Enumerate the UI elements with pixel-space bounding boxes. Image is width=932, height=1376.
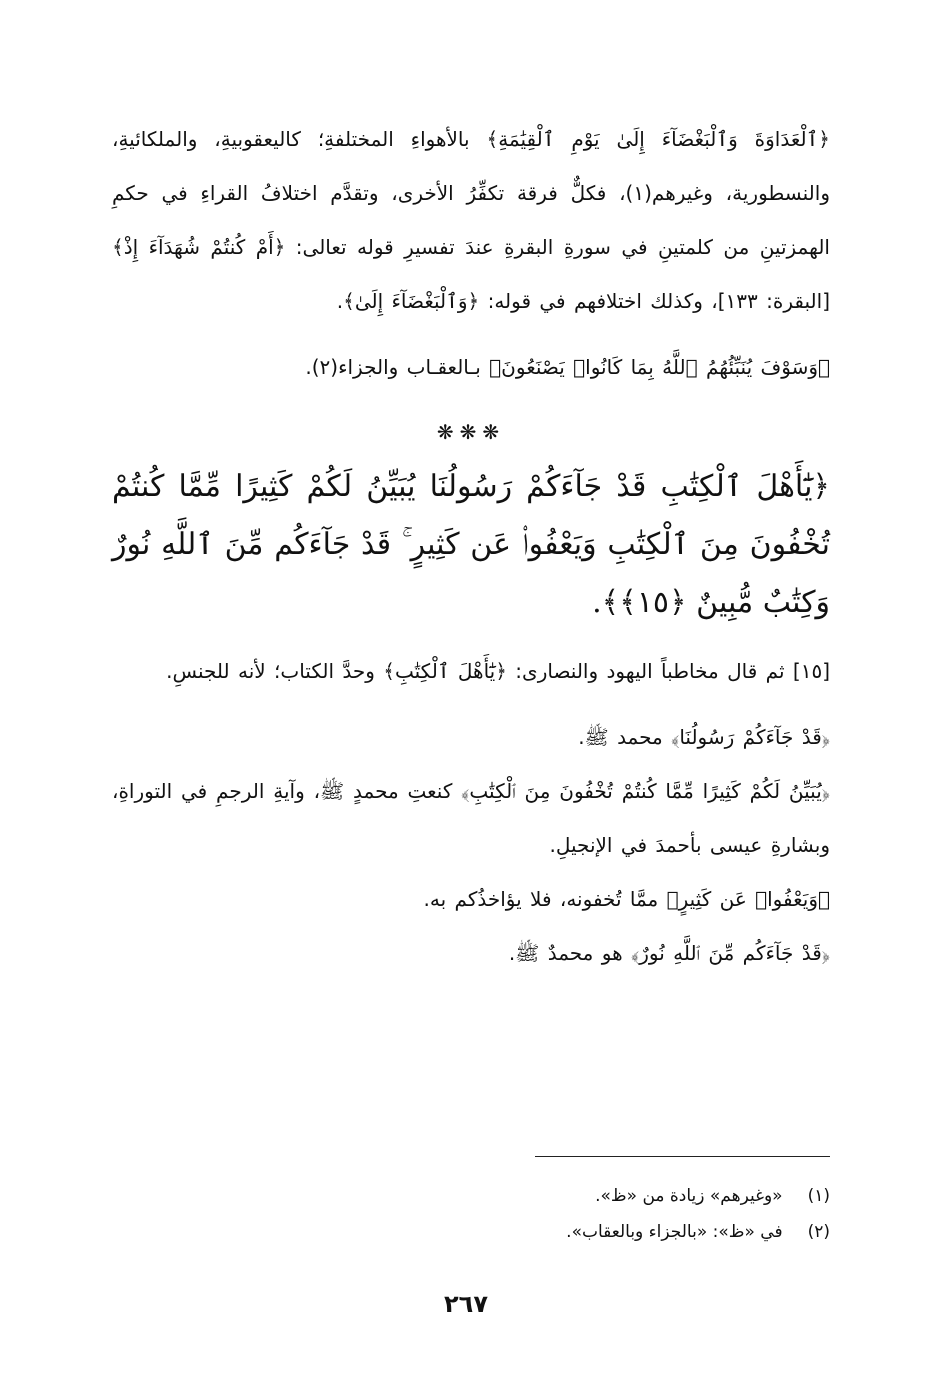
paragraph-4: ﴿قَدْ جَآءَكُمْ رَسُولُنَا﴾ محمد ﷺ. <box>578 725 830 749</box>
paragraph-3: [١٥] ثم قال مخاطباً اليهود والنصارى: ﴿يَٰٓأَهْلَ ٱلْكِتَٰبِ﴾ وحدَّ الكتاب؛ لأنه للجنسِ. <box>166 659 830 683</box>
footnote-2 <box>112 1214 830 1250</box>
footnote-text: «وغيرهم» زيادة من «ظ». <box>595 1186 783 1206</box>
footnote-divider <box>535 1156 830 1157</box>
footnote-number: (١) <box>807 1186 830 1206</box>
page-body <box>112 112 830 980</box>
paragraph-5: ﴿يُبَيِّنُ لَكُمْ كَثِيرًا مِّمَّا كُنتُمْ تُخْفُونَ مِنَ ٱلْكِتَٰبِ﴾ كنعتِ محمدٍ ﷺ، وآيةِ الرجمِ في التوراةِ، وبشارةِ عيسى بأحمدَ في الإنجيلِ. <box>112 779 830 857</box>
footnote-number: (٢) <box>807 1222 830 1242</box>
paragraph-2: ﴿وَسَوْفَ يُنَبِّئُهُمُ ٱللَّهُ بِمَا كَانُوا۟ يَصْنَعُونَ﴾ بـالعقـاب والجزاء(٢). <box>305 355 830 379</box>
paragraph-1: ﴿ٱلْعَدَاوَةَ وَٱلْبَغْضَآءَ إِلَىٰ يَوْمِ ٱلْقِيَٰمَةِ﴾ بالأهواءِ المختلفةِ؛ كاليعقوبيةِ، والملكائيةِ، والنسطورية، وغيرهم(١)، فكلٌّ فرقة تكفِّرُ الأخرى، وتقدَّم اختلافُ القراءِ في حكمِ الهمزتينِ من كلمتينِ في سورةِ البقرةِ عندَ تفسيرِ قوله تعالى: ﴿أَمْ كُنتُمْ شُهَدَآءَ إِذْ﴾ [البقرة: ١٣٣]، وكذلك اختلافهم في قوله: ﴿وَٱلْبَغْضَآءَ إِلَىٰ﴾. <box>112 127 830 313</box>
page-number: ٢٦٧ <box>444 1290 488 1318</box>
paragraph-7: ﴿قَدْ جَآءَكُم مِّنَ ٱللَّهِ نُورٌ﴾ هو محمدٌ ﷺ. <box>508 941 830 965</box>
verse-15: ﴿يَٰٓأَهْلَ ٱلْكِتَٰبِ قَدْ جَآءَكُمْ رَسُولُنَا يُبَيِّنُ لَكُمْ كَثِيرًا مِّمَّا كُنتُمْ تُخْفُونَ مِنَ ٱلْكِتَٰبِ وَيَعْفُوا۟ عَن كَثِيرٍ ۚ قَدْ جَآءَكُم مِّنَ ٱللَّهِ نُورٌ وَكِتَٰبٌ مُّبِينٌ ﴿١٥﴾﴾. <box>112 469 830 620</box>
footnotes <box>112 1178 830 1250</box>
footnote-text: في «ظ»: «بالجزاء وبالعقاب». <box>566 1222 783 1242</box>
paragraph-6: ﴿وَيَعْفُوا۟ عَن كَثِيرٍ﴾ ممَّا تُخفونه، فلا يؤاخذُكم به. <box>423 887 830 911</box>
footnote-1 <box>112 1178 830 1214</box>
section-separator: ❋❋❋ <box>436 420 506 444</box>
